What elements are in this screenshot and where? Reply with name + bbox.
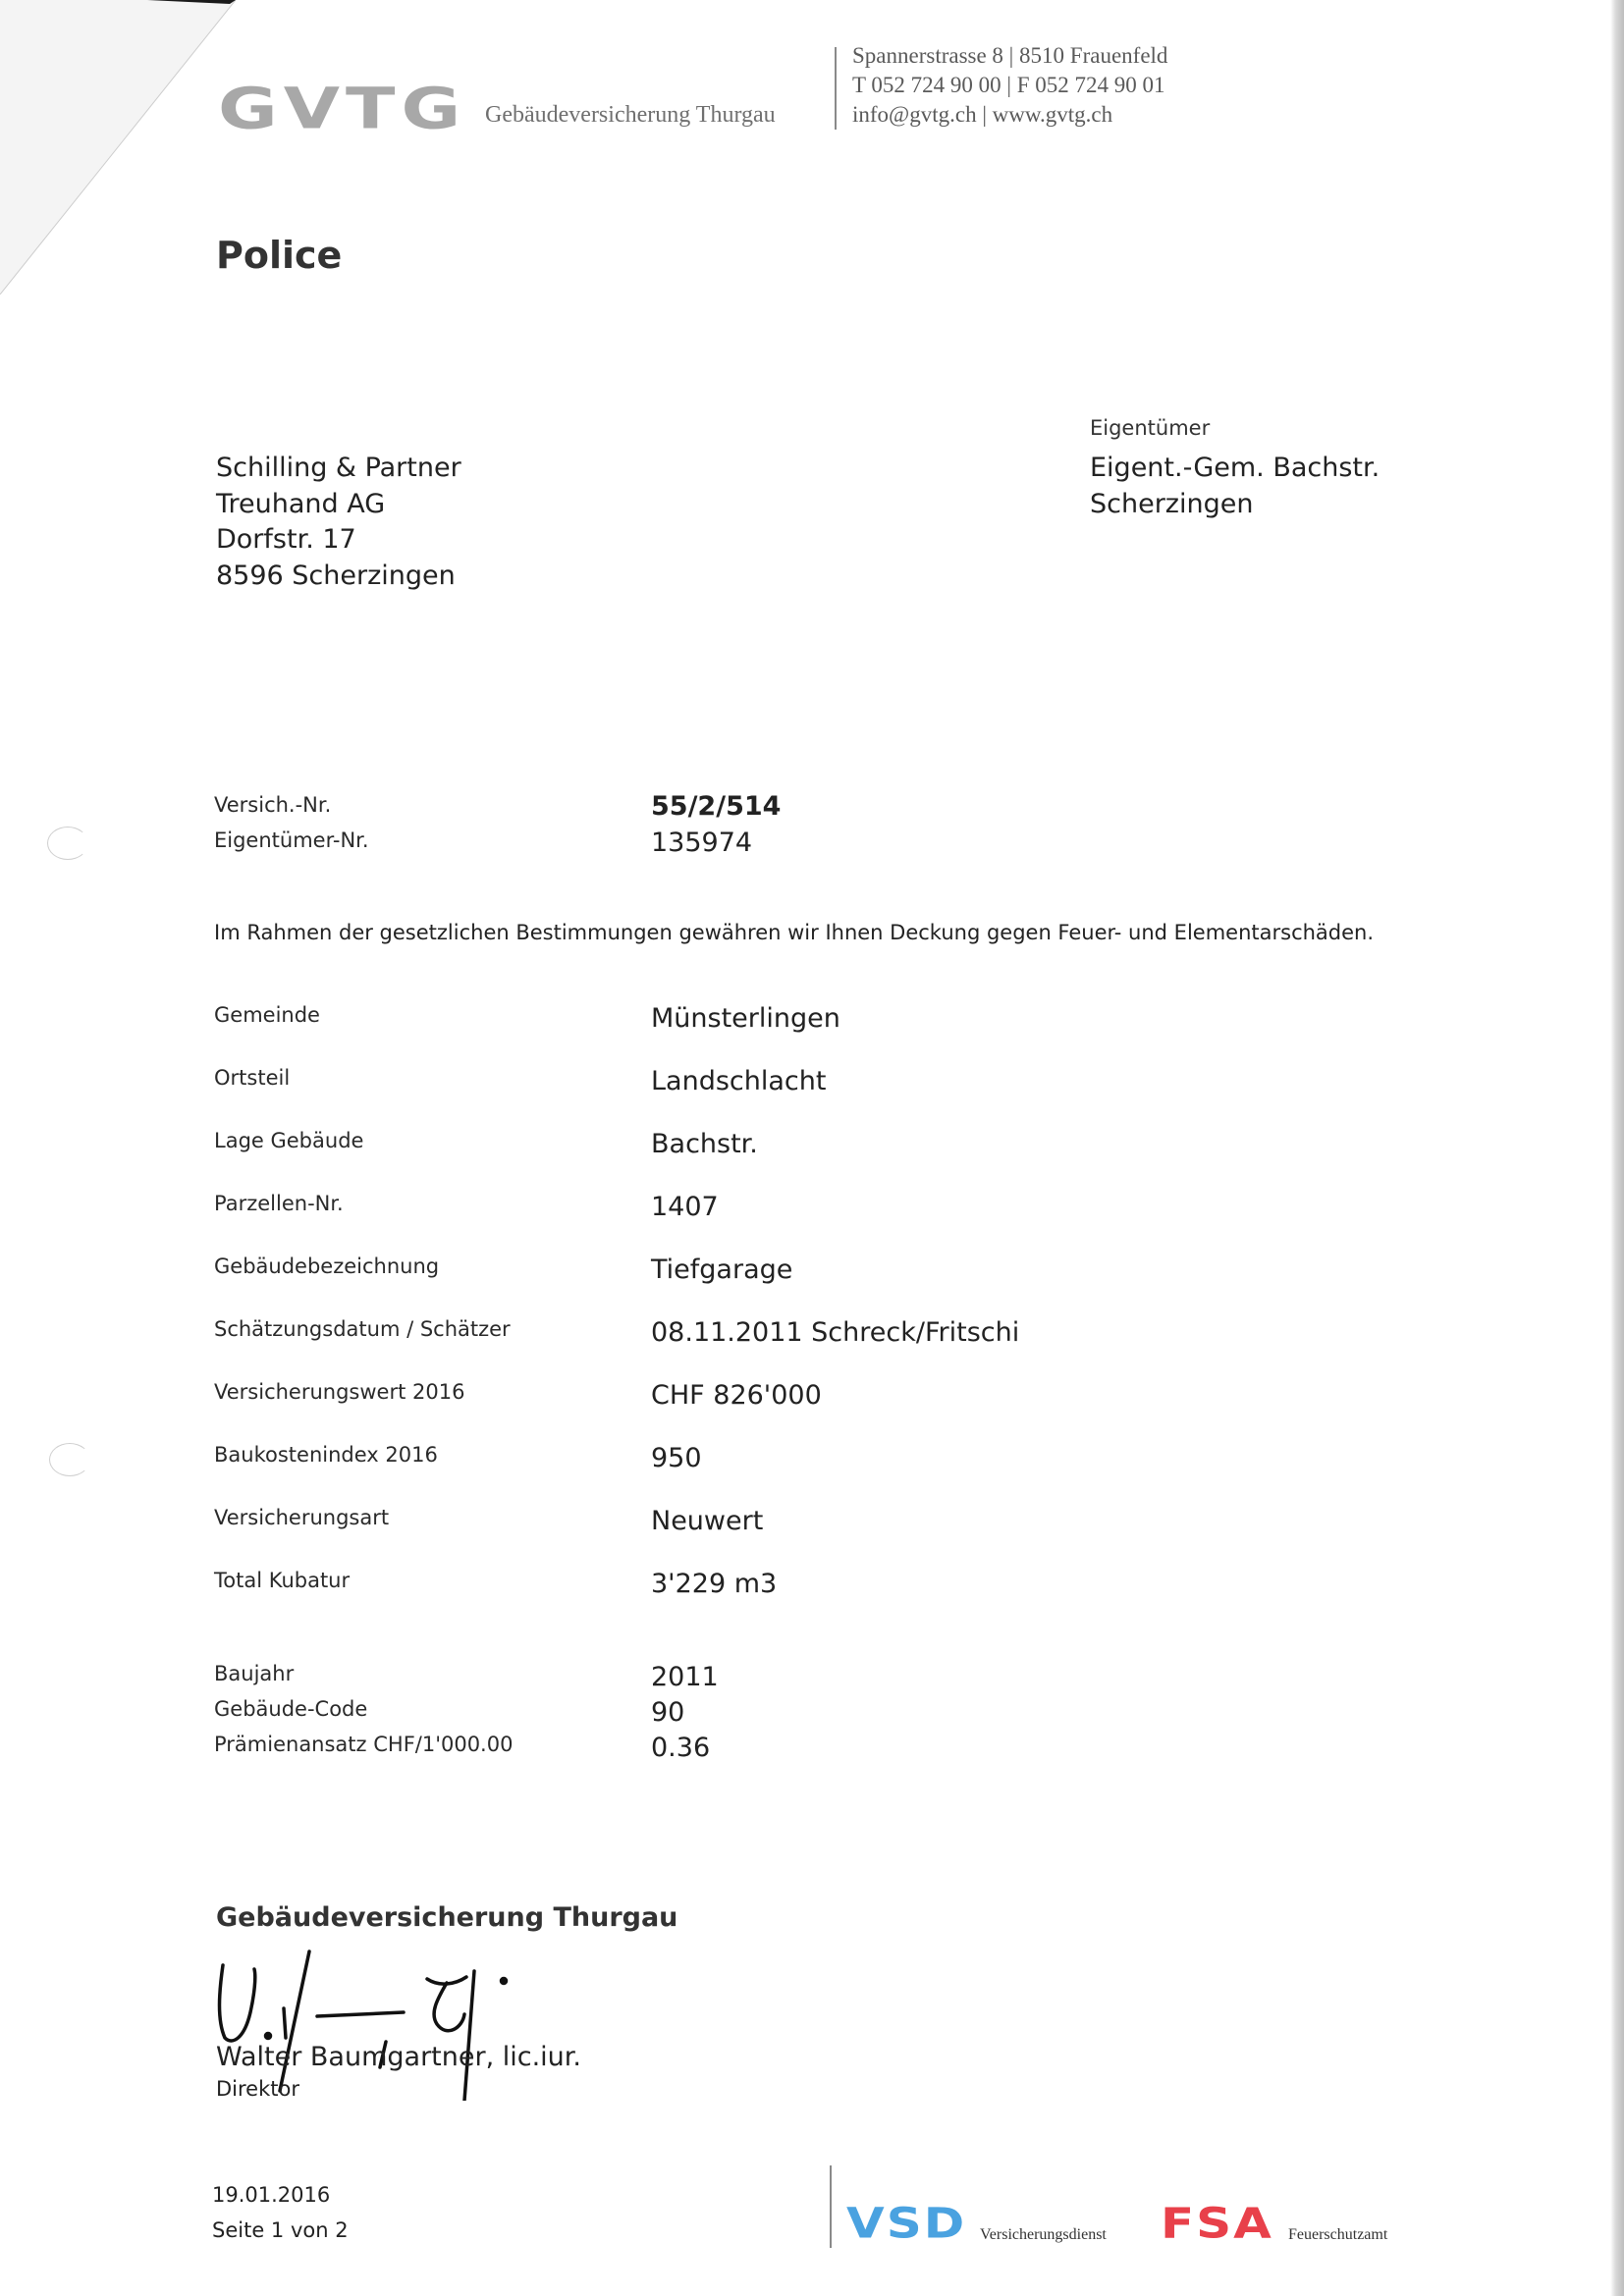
owner-address <box>1090 451 1380 522</box>
signature-organisation: Gebäudeversicherung Thurgau <box>216 1902 678 1933</box>
gvtg-logo: GVTG <box>218 76 467 142</box>
detail-value: 950 <box>651 1443 702 1473</box>
signer-role: Direktor <box>216 2077 299 2101</box>
document-date: 19.01.2016 <box>212 2183 331 2207</box>
recipient-address <box>216 451 461 594</box>
detail-value: 1407 <box>651 1192 719 1222</box>
owner-line: Eigent.-Gem. Bachstr. <box>1090 453 1380 483</box>
extra-label: Baujahr <box>214 1662 295 1685</box>
fsa-logo: FSA <box>1161 2199 1273 2248</box>
detail-value: Bachstr. <box>651 1129 758 1159</box>
extra-label: Prämienansatz CHF/1'000.00 <box>214 1733 514 1756</box>
detail-label: Parzellen-Nr. <box>214 1192 344 1215</box>
header-address: Spannerstrasse 8 | 8510 Frauenfeld <box>852 43 1168 68</box>
owner-number-value: 135974 <box>651 828 753 858</box>
document-title: Police <box>216 234 343 277</box>
footer-divider <box>830 2165 832 2248</box>
extra-label: Gebäude-Code <box>214 1697 368 1721</box>
vsd-label: Versicherungsdienst <box>980 2226 1107 2243</box>
detail-label: Ortsteil <box>214 1066 291 1090</box>
detail-value: CHF 826'000 <box>651 1380 822 1411</box>
owner-line: Scherzingen <box>1090 488 1254 519</box>
header-divider <box>835 47 837 130</box>
coverage-statement: Im Rahmen der gesetzlichen Bestimmungen gewähren wir Ihnen Deckung gegen Feuer- und Elementarschäden. <box>214 921 1375 944</box>
punch-hole <box>47 827 88 860</box>
scan-corner-fold <box>0 0 236 294</box>
scan-right-edge <box>1610 0 1624 2296</box>
extra-value: 90 <box>651 1697 685 1728</box>
detail-label: Versicherungswert 2016 <box>214 1380 465 1404</box>
recipient-line: Dorfstr. 17 <box>216 524 356 555</box>
vsd-logo: VSD <box>846 2199 967 2248</box>
recipient-line: Schilling & Partner <box>216 453 461 483</box>
signer-name: Walter Baumgartner, lic.iur. <box>216 2042 581 2072</box>
recipient-line: Treuhand AG <box>216 488 386 519</box>
detail-label: Gebäudebezeichnung <box>214 1255 440 1278</box>
detail-label: Lage Gebäude <box>214 1129 364 1152</box>
policy-number-label: Versich.-Nr. <box>214 793 332 817</box>
extra-value: 2011 <box>651 1662 719 1692</box>
extra-value: 0.36 <box>651 1733 711 1763</box>
detail-label: Baukostenindex 2016 <box>214 1443 438 1467</box>
detail-label: Schätzungsdatum / Schätzer <box>214 1317 511 1341</box>
policy-number-value: 55/2/514 <box>651 791 782 822</box>
detail-label: Versicherungsart <box>214 1506 390 1529</box>
recipient-line: 8596 Scherzingen <box>216 560 456 591</box>
detail-label: Total Kubatur <box>214 1569 351 1592</box>
detail-value: Neuwert <box>651 1506 764 1536</box>
detail-label: Gemeinde <box>214 1003 320 1027</box>
header-phone-fax: T 052 724 90 00 | F 052 724 90 01 <box>852 73 1165 97</box>
owner-number-label: Eigentümer-Nr. <box>214 828 369 852</box>
detail-value: 08.11.2011 Schreck/Fritschi <box>651 1317 1020 1348</box>
detail-value: Münsterlingen <box>651 1003 840 1034</box>
header-contact: info@gvtg.ch | www.gvtg.ch <box>852 102 1113 127</box>
page-indicator: Seite 1 von 2 <box>212 2218 349 2242</box>
detail-value: 3'229 m3 <box>651 1569 778 1599</box>
owner-label: Eigentümer <box>1090 416 1211 440</box>
fsa-label: Feuerschutzamt <box>1288 2226 1388 2243</box>
detail-value: Tiefgarage <box>651 1255 793 1285</box>
punch-hole <box>49 1443 90 1476</box>
detail-value: Landschlacht <box>651 1066 827 1096</box>
logo-company-name: Gebäudeversicherung Thurgau <box>485 102 776 128</box>
